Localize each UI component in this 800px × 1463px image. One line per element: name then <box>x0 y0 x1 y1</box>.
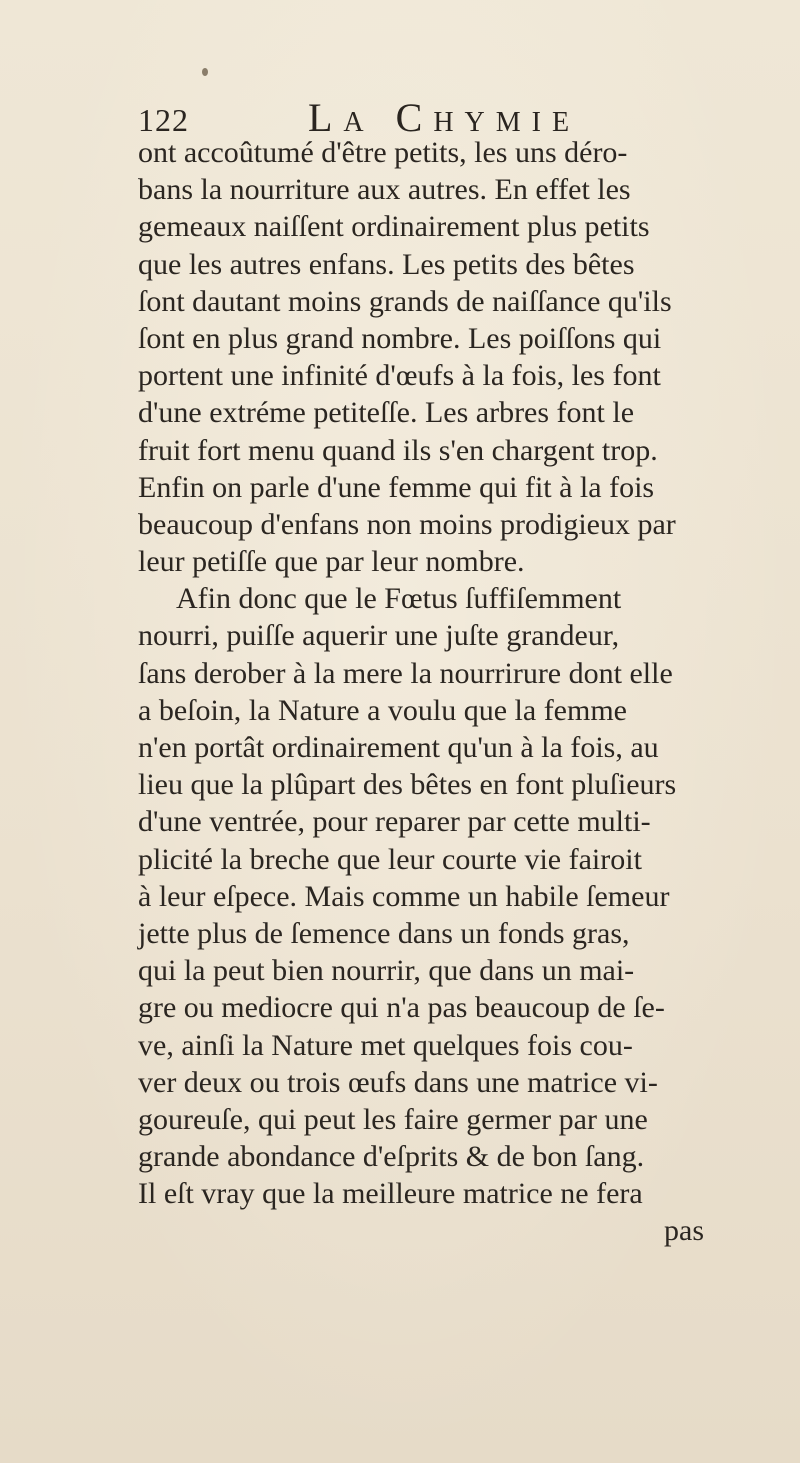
text-line: gre ou mediocre qui n'a pas beaucoup de ſe- <box>138 991 665 1025</box>
text-line: a beſoin, la Nature a voulu que la femme <box>138 693 627 727</box>
text-line: ſont dautant moins grands de naiſſance qu'ils <box>138 284 672 318</box>
text-line: qui la peut bien nourrir, que dans un mai- <box>138 954 635 988</box>
text-line: à leur eſpece. Mais comme un habile ſemeur <box>138 879 670 913</box>
text-line: gemeaux naiſſent ordinairement plus petits <box>138 210 650 244</box>
text-line: ver deux ou trois œufs dans une matrice vi- <box>138 1065 658 1099</box>
ink-spot <box>202 68 208 76</box>
text-line: goureuſe, qui peut les faire germer par une <box>138 1102 648 1136</box>
text-line: d'une ventrée, pour reparer par cette multi- <box>138 805 651 839</box>
body-text <box>138 134 748 1212</box>
text-line: Afin donc que le Fœtus ſuffiſemment <box>176 582 622 616</box>
text-line: ve, ainſi la Nature met quelques fois cou- <box>138 1028 633 1062</box>
text-line: fruit fort menu quand ils s'en chargent trop. <box>138 433 658 467</box>
text-line: ſont en plus grand nombre. Les poiſſons qui <box>138 321 662 355</box>
text-line: grande abondance d'eſprits & de bon ſang. <box>138 1140 645 1174</box>
text-line: bans la nourriture aux autres. En effet les <box>138 173 631 207</box>
text-line: Enfin on parle d'une femme qui fit à la fois <box>138 470 655 504</box>
text-line: que les autres enfans. Les petits des bêtes <box>138 247 635 281</box>
text-line: jette plus de ſemence dans un fonds gras, <box>138 916 630 950</box>
text-line: leur petiſſe que par leur nombre. <box>138 545 525 579</box>
text-line: plicité la breche que leur courte vie fairoit <box>138 842 642 876</box>
running-title: La Chymie <box>308 95 581 140</box>
page-number: 122 <box>138 102 189 138</box>
text-line: Il eſt vray que la meilleure matrice ne fera <box>138 1177 643 1211</box>
text-line: nourri, puiſſe aquerir une juſte grandeur, <box>138 619 620 653</box>
text-line: d'une extréme petiteſſe. Les arbres font le <box>138 396 635 430</box>
text-line: portent une infinité d'œufs à la fois, les font <box>138 359 661 393</box>
catchword: pas <box>664 1214 704 1247</box>
text-line: beaucoup d'enfans non moins prodigieux par <box>138 507 676 541</box>
text-line: ont accoûtumé d'être petits, les uns déro- <box>138 136 628 169</box>
text-line: lieu que la plûpart des bêtes en font pluſieurs <box>138 768 677 802</box>
text-line: ſans derober à la mere la nourrirure dont elle <box>138 656 673 690</box>
text-line: n'en portât ordinairement qu'un à la fois, au <box>138 731 659 764</box>
